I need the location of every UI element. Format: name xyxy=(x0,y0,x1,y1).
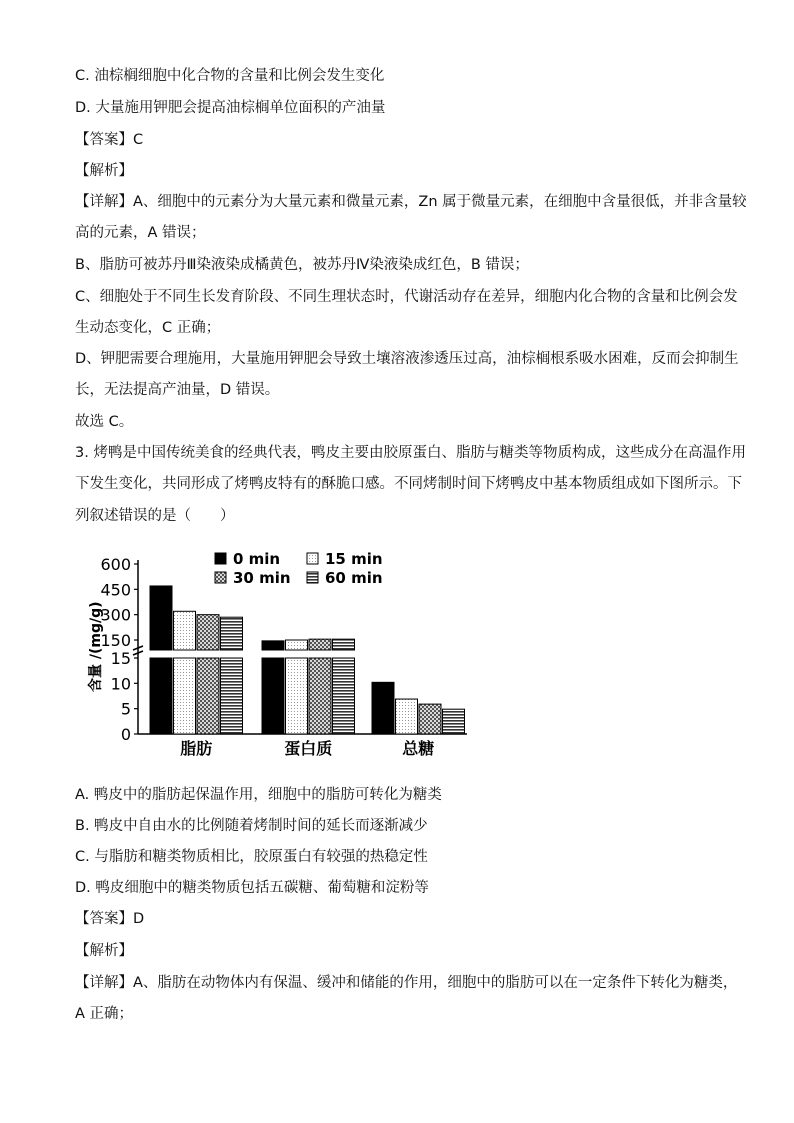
bar xyxy=(221,617,243,650)
detail-line-2: 高的元素，A 错误； xyxy=(75,225,206,241)
option-d: D. 鸭皮细胞中的糖类物质包括五碳糖、葡萄糖和淀粉等 xyxy=(75,880,429,896)
y-tick-label: 5 xyxy=(120,699,131,719)
bar xyxy=(333,639,355,650)
detail2-line-1: 【详解】A、脂肪在动物体内有保温、缓冲和储能的作用，细胞中的脂肪可以在一定条件下转化为糖类， xyxy=(75,975,738,991)
chart-legend xyxy=(215,550,383,587)
bar xyxy=(333,658,355,734)
option-d-prev: D. 大量施用钾肥会提高油棕榈单位面积的产油量 xyxy=(75,100,386,116)
legend-swatch xyxy=(307,553,318,564)
bar xyxy=(197,615,219,650)
y-tick-label: 15 xyxy=(110,649,131,668)
option-c-prev: C. 油棕榈细胞中化合物的含量和比例会发生变化 xyxy=(75,68,385,84)
question-3-line-2: 下发生变化，共同形成了烤鸭皮特有的酥脆口感。不同烤制时间下烤鸭皮中基本物质组成如下图所示。下 xyxy=(75,476,742,492)
bar xyxy=(262,658,284,734)
x-tick-label: 总糖 xyxy=(402,739,435,758)
detail-line-4: C、细胞处于不同生长发育阶段、不同生理状态时，代谢活动存在差异，细胞内化合物的含量和比例会发 xyxy=(75,289,738,305)
bar xyxy=(174,611,196,650)
y-axis-label: 含量 /(mg/g) xyxy=(88,601,104,692)
detail2-line-2: A 正确； xyxy=(75,1006,134,1022)
bar xyxy=(221,658,243,734)
option-b: B. 鸭皮中自由水的比例随着烤制时间的延长而逐渐减少 xyxy=(75,818,428,834)
bar xyxy=(197,658,219,734)
y-tick-label: 0 xyxy=(120,725,131,744)
y-tick-label: 150 xyxy=(100,631,131,650)
bar-chart-svg xyxy=(72,540,492,765)
y-tick-label: 300 xyxy=(100,605,131,625)
option-a: A. 鸭皮中的脂肪起保温作用，细胞中的脂肪可转化为糖类 xyxy=(75,787,442,803)
y-tick-label: 10 xyxy=(110,674,131,694)
bar xyxy=(286,640,308,650)
bar-chart xyxy=(72,540,492,765)
bar xyxy=(262,641,284,650)
y-tick-label: 600 xyxy=(100,555,131,574)
bar xyxy=(150,586,172,650)
y-tick-label: 450 xyxy=(100,580,131,600)
bar xyxy=(372,682,394,734)
question-3-line-1: 3. 烤鸭是中国传统美食的经典代表，鸭皮主要由胶原蛋白、脂肪与糖类等物质构成，这些成分在高温作用 xyxy=(75,445,746,461)
x-tick-label: 蛋白质 xyxy=(284,739,333,758)
detail-line-5: 生动态变化，C 正确； xyxy=(75,320,221,336)
legend-swatch xyxy=(215,572,226,583)
bar xyxy=(286,658,308,734)
detail-line-1: 【详解】A、细胞中的元素分为大量元素和微量元素，Zn 属于微量元素，在细胞中含量很低，并非含量较 xyxy=(75,194,747,210)
legend-label: 30 min xyxy=(233,569,291,587)
legend-label: 0 min xyxy=(233,550,281,568)
chart-bars xyxy=(150,586,465,734)
answer-label-2: 【答案】D xyxy=(75,911,145,927)
bar xyxy=(174,658,196,734)
answer-label: 【答案】C xyxy=(75,132,144,148)
bar xyxy=(419,704,441,734)
analysis-label-2: 【解析】 xyxy=(75,943,133,959)
bar xyxy=(309,658,331,734)
legend-swatch xyxy=(215,553,226,564)
conclusion-line: 故选 C。 xyxy=(75,414,134,430)
legend-swatch xyxy=(307,572,318,583)
x-tick-label: 脂肪 xyxy=(180,739,213,758)
bar xyxy=(309,639,331,650)
legend-label: 60 min xyxy=(325,569,383,587)
analysis-label: 【解析】 xyxy=(75,163,133,179)
detail-line-3: B、脂肪可被苏丹Ⅲ染液染成橘黄色，被苏丹Ⅳ染液染成红色，B 错误； xyxy=(75,257,529,273)
detail-line-7: 长，无法提高产油量，D 错误。 xyxy=(75,382,280,398)
legend-label: 15 min xyxy=(325,550,383,568)
bar xyxy=(150,658,172,734)
option-c: C. 与脂肪和糖类物质相比，胶原蛋白有较强的热稳定性 xyxy=(75,849,428,865)
bar xyxy=(443,709,465,734)
detail-line-6: D、钾肥需要合理施用，大量施用钾肥会导致土壤溶液渗透压过高，油棕榈根系吸水困难，反而会抑制生 xyxy=(75,351,739,367)
question-3-line-3: 列叙述错误的是（ ） xyxy=(75,508,235,524)
bar xyxy=(396,699,418,734)
